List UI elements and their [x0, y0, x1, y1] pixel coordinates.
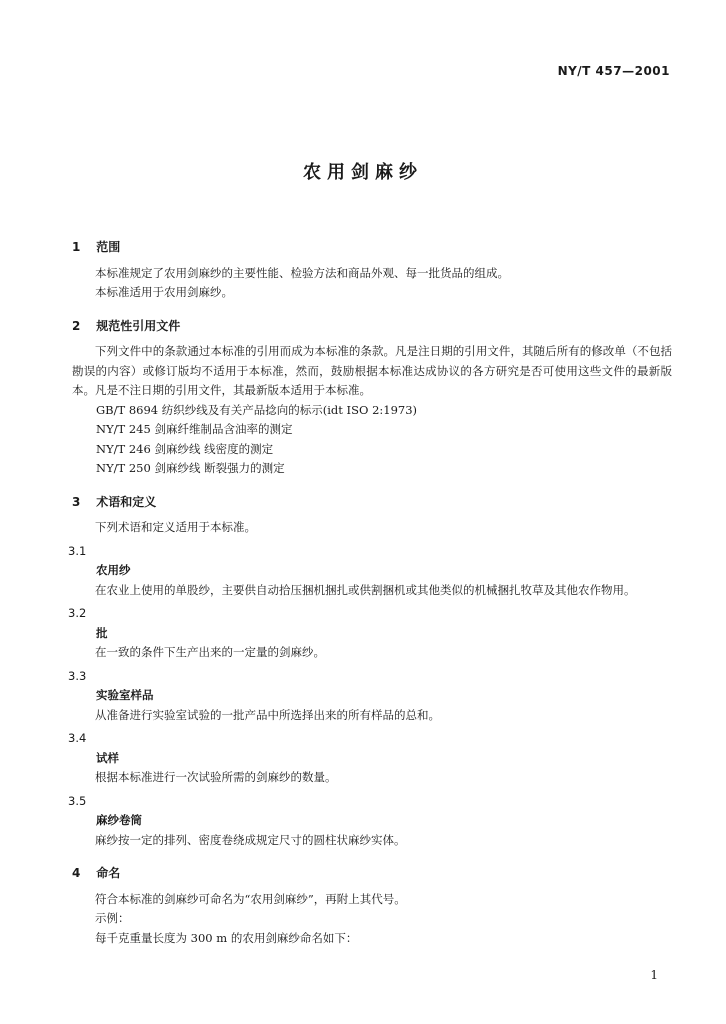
section-number: 2: [72, 318, 81, 333]
term-name: 农用纱: [96, 563, 131, 577]
standard-code: NY/T 457—2001: [557, 64, 670, 78]
section-2-heading: [72, 317, 672, 337]
paragraph: 符合本标准的剑麻纱可命名为“农用剑麻纱”，再附上其代号。: [95, 891, 406, 906]
paragraph: 本标准规定了农用剑麻纱的主要性能、检验方法和商品外观、每一批货品的组成。: [95, 265, 509, 280]
term-definition: 从准备进行实验室试验的一批产品中所选择出来的所有样品的总和。: [95, 707, 440, 722]
term-number: 3.4: [68, 731, 87, 745]
section-4-heading: [72, 864, 672, 884]
section-number: 1: [72, 240, 81, 254]
reference-item: NY/T 245 剑麻纤维制品含油率的测定: [96, 422, 293, 436]
term-number: 3.5: [68, 793, 87, 808]
term-number: 3.2: [68, 606, 87, 620]
document-body: [68, 230, 672, 948]
reference-item: NY/T 246 剑麻纱线 线密度的测定: [96, 441, 274, 456]
term-number: 3.3: [68, 668, 87, 683]
reference-item: NY/T 250 剑麻纱线 断裂强力的测定: [96, 461, 285, 475]
term-definition: 根据本标准进行一次试验所需的剑麻纱的数量。: [95, 770, 337, 784]
section-number: 4: [72, 866, 81, 880]
term-definition: 在农业上使用的单股纱，主要供自动拾压捆机捆扎或供割捆机或其他类似的机械捆扎牧草及其他农作物用。: [95, 582, 636, 597]
term-definition: 麻纱按一定的排列、密度卷绕成规定尺寸的圆柱状麻纱实体。: [95, 832, 406, 847]
term-name: 批: [96, 625, 108, 640]
term-name: 实验室样品: [96, 688, 154, 702]
section-title: 术语和定义: [96, 494, 157, 509]
section-3-heading: [72, 493, 672, 513]
term-name: 试样: [96, 750, 119, 765]
paragraph: 本标准适用于农用剑麻纱。: [95, 285, 233, 299]
term-name: 麻纱卷筒: [96, 813, 142, 827]
paragraph: 每千克重量长度为 300 m 的农用剑麻纱命名如下：: [95, 930, 358, 945]
reference-item: GB/T 8694 纺织纱线及有关产品捻向的标示(idt ISO 2:1973): [96, 402, 418, 417]
section-1-heading: [72, 238, 672, 258]
section-title: 命名: [96, 866, 121, 880]
paragraph: 下列文件中的条款通过本标准的引用而成为本标准的条款。凡是注日期的引用文件，其随后所有的修改单（不包括勘误的内容）或修订版均不适用于本标准，然而，鼓励根据本标准达成协议的各方研究是否可使用这些文件的最新版本。凡是不注日期的引用文件，其最新版本适用于本标准。: [72, 344, 672, 397]
paragraph: 下列术语和定义适用于本标准。: [95, 520, 256, 534]
term-number: 3.1: [68, 543, 87, 558]
page-number: 1: [650, 968, 658, 982]
section-title: 范围: [96, 240, 121, 254]
document-title: 农用剑麻纱: [303, 162, 423, 183]
section-title: 规范性引用文件: [96, 318, 181, 333]
section-number: 3: [72, 494, 81, 509]
term-definition: 在一致的条件下生产出来的一定量的剑麻纱。: [95, 645, 325, 659]
paragraph: 示例：: [95, 911, 130, 925]
